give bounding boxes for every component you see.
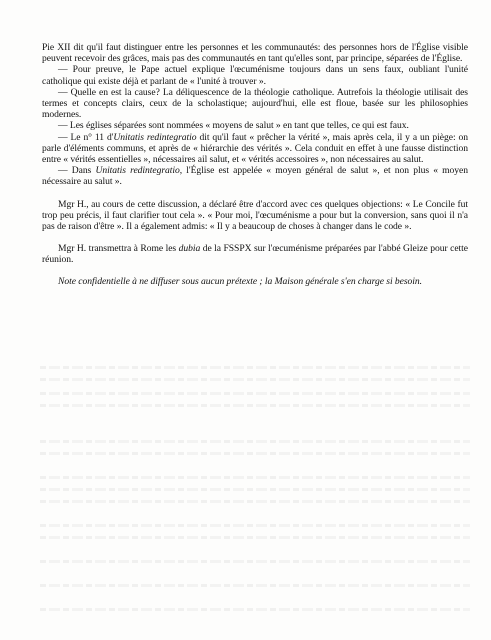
- paragraph-pape-actuel: — Pour preuve, le Pape actuel explique l'œcuménisme toujours dans un sens faux, oubliant l'unité catholique qui existe déjà et parlant de « l'unité à trouver ».: [42, 64, 468, 87]
- bleed-through-line: [40, 378, 470, 381]
- bleed-through-line: [40, 584, 470, 587]
- confidential-note: Note confidentielle à ne diffuser sous aucun prétexte ; la Maison générale s'en charge si besoin.: [58, 275, 422, 287]
- paragraph-dans-text: , l'Église est appelée « moyen général de salut », et non plus « moyen nécessaire au salut ».: [42, 165, 468, 188]
- document-title-reference: Unitatis redintegratio: [113, 131, 197, 143]
- bleed-through-line: [40, 536, 470, 539]
- paragraph-numero-11-text: dit qu'il faut « prêcher la vérité », mais après cela, il y a un piège: on parle d'éléments communs, et après de « hiérarchie des vérités ». Cela conduit en effet à une fausse distinction entre « vérités essentielles », nécessaires ail salut, et « vérités accessoires », non nécessaires au salut.: [42, 131, 468, 166]
- paragraph-mgr-h-transmettra: [42, 243, 468, 265]
- paragraph-cause: — Quelle en est la cause? La déliquescence de la théologie catholique. Autrefois la théologie utilisait des termes et concepts clairs, ceux de la scholastique; aujourd'hui, elle est floue, basée sur les philosophies modernes.: [42, 86, 468, 121]
- paragraph-numero-11-prefix: — Le n° 11 d': [58, 131, 114, 143]
- bleed-through-line: [40, 608, 470, 611]
- bleed-through-line: [40, 440, 470, 443]
- bleed-through-line: [40, 452, 470, 455]
- bleed-through-line: [40, 476, 470, 479]
- paragraph-numero-11: [42, 132, 468, 166]
- paragraph-pie-xii: Pie XII dit qu'il faut distinguer entre les personnes et les communautés: des personnes hors de l'Église visible peuvent recevoir des grâces, mais pas des communautés en tant qu'elles sont, par principe, séparées de l'Église.: [42, 42, 468, 65]
- document-body: [42, 42, 468, 287]
- bleed-through-line: [40, 560, 470, 563]
- paragraph-dans-unitatis: [42, 165, 468, 187]
- bleed-through-line: [40, 404, 470, 407]
- paragraph-dans-prefix: — Dans: [58, 165, 96, 177]
- bleed-through-line: [40, 366, 470, 369]
- bleed-through-line: [40, 392, 470, 395]
- paragraph-transmettra-text: de la FSSPX sur l'œcuménisme préparées par l'abbé Gleize pour cette réunion.: [42, 243, 468, 266]
- paragraph-mgr-h-discussion: Mgr H., au cours de cette discussion, a déclaré être d'accord avec ces quelques objections: « Le Concile fut trop peu précis, il faut clarifier tout cela ». « Pour moi, l'œcuménisme a pour but la conversion, sans quoi il n'a pas de raison d'être ». Il a également admis: « Il y a beaucoup de choses à changer dans le code ».: [42, 198, 468, 233]
- paragraph-eglises-separees: — Les églises séparées sont nommées « moyens de salut » en tant que telles, ce qui est faux.: [58, 120, 409, 132]
- bleed-through-line: [40, 524, 470, 527]
- paragraph-transmettra-prefix: Mgr H. transmettra à Rome les: [58, 243, 179, 255]
- dubia-term: dubia: [178, 243, 201, 255]
- bleed-through-line: [40, 500, 470, 503]
- document-title-reference: Unitatis redintegratio: [95, 165, 180, 177]
- bleed-through-line: [40, 488, 470, 491]
